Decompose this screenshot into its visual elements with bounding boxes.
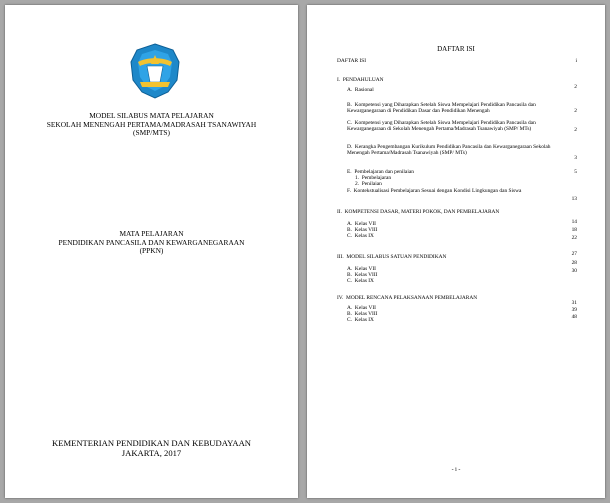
toc-entry-page: 31 xyxy=(571,300,577,306)
toc-entry-title: C. Kompetensi yang Diharapkan Setelah Siswa Mempelajari Pendidikan Pancasila dan Kewarganegaraan di Sekolah Menengah Pertama/Madrasah Tsanawiyah (SMP/ MTs) xyxy=(347,120,538,133)
cover-page xyxy=(5,5,298,498)
toc-entry-title: III. MODEL SILABUS SATUAN PENDIDIKAN xyxy=(337,254,447,260)
toc-entry-title: F. Kontekstualisasi Pembelajaran Sesuai dengan Kondisi Lingkungan dan Siswa xyxy=(347,188,522,194)
subject-line: (PPKN) xyxy=(139,246,164,256)
tut-wuri-handayani-logo xyxy=(126,42,184,100)
toc-entry-title: C. Kelas IX xyxy=(347,233,374,239)
toc-entry-page: 3 xyxy=(574,155,577,161)
toc-entry-page: 2 xyxy=(574,108,577,114)
toc-entry-page: 30 xyxy=(571,268,577,274)
subject-line: MATA PELAJARAN xyxy=(119,229,184,238)
toc-entry-title: C. Kelas IX xyxy=(347,278,374,284)
table-of-contents-page xyxy=(307,5,605,498)
toc-entry-page: 5 xyxy=(574,169,577,175)
toc-entry-title: A. Rasional xyxy=(347,87,374,93)
toc-entry-page: 22 xyxy=(571,235,577,241)
title-line: MODEL SILABUS MATA PELAJARAN xyxy=(89,111,214,120)
toc-entry-title: D. Kerangka Pengembangan Kurikulum Pendidikan Pancasila dan Kewarganegaraan Sekolah Menengah Pertama/Madrasah Tsanawiyah (SMP/ MTs) xyxy=(347,144,552,157)
toc-entry-title: II. KOMPETENSI DASAR, MATERI POKOK, DAN PEMBELAJARAN xyxy=(337,209,500,215)
toc-entry-page: 39 xyxy=(571,307,577,313)
toc-entry-title: A. Kelas VII xyxy=(347,305,376,311)
subject-title xyxy=(5,230,298,256)
toc-entry-page: 28 xyxy=(571,260,577,266)
toc-entry-title: E. Pembelajaran dan penilaian xyxy=(347,169,414,175)
toc-entry-page: 2 xyxy=(574,127,577,133)
toc-heading: DAFTAR ISI xyxy=(437,45,475,53)
toc-entry-title: DAFTAR ISI xyxy=(337,58,367,64)
toc-entry-page: 14 xyxy=(571,219,577,225)
toc-entry-page: 13 xyxy=(571,196,577,202)
title-line: (SMP/MTS) xyxy=(133,128,170,138)
toc-entry-page: i xyxy=(575,58,577,64)
publisher-line: KEMENTERIAN PENDIDIKAN DAN KEBUDAYAAN xyxy=(52,438,251,448)
toc-entry-title: 1. Pembelajaran xyxy=(355,175,392,181)
page-number: - i - xyxy=(451,467,461,473)
toc-entry-page: 48 xyxy=(571,314,577,320)
toc-entry-title: B. Kelas VIII xyxy=(347,227,378,233)
toc-entry-title: B. Kompetensi yang Diharapkan Setelah Siswa Mempelajari Pendidikan Pancasila dan Kewarganegaraan di Pendidikan Dasar dan Pendidikan Menengah xyxy=(347,102,538,115)
toc-entry-page: 18 xyxy=(571,227,577,233)
toc-entry-title: B. Kelas VIII xyxy=(347,311,378,317)
toc-entry-title: A. Kelas VII xyxy=(347,266,376,272)
title-line: SEKOLAH MENENGAH PERTAMA/MADRASAH TSANAWIYAH xyxy=(46,119,257,129)
toc-entry-title: A. Kelas VII xyxy=(347,221,376,227)
toc-entry-title: C. Kelas IX xyxy=(347,317,374,323)
document-title xyxy=(5,112,298,138)
toc-entry-title: B. Kelas VIII xyxy=(347,272,378,278)
toc-entry-page: 27 xyxy=(571,251,577,257)
toc-entry-page: 2 xyxy=(574,84,577,90)
publisher xyxy=(5,438,298,458)
toc-entry-title: 2. Penilaian xyxy=(355,181,382,187)
toc-entry-title: IV. MODEL RENCANA PELAKSANAAN PEMBELAJARAN xyxy=(337,295,478,301)
subject-line: PENDIDIKAN PANCASILA DAN KEWARGANEGARAAN xyxy=(58,237,245,247)
publisher-line: JAKARTA, 2017 xyxy=(121,448,182,458)
toc-entry-title: I. PENDAHULUAN xyxy=(337,77,384,83)
